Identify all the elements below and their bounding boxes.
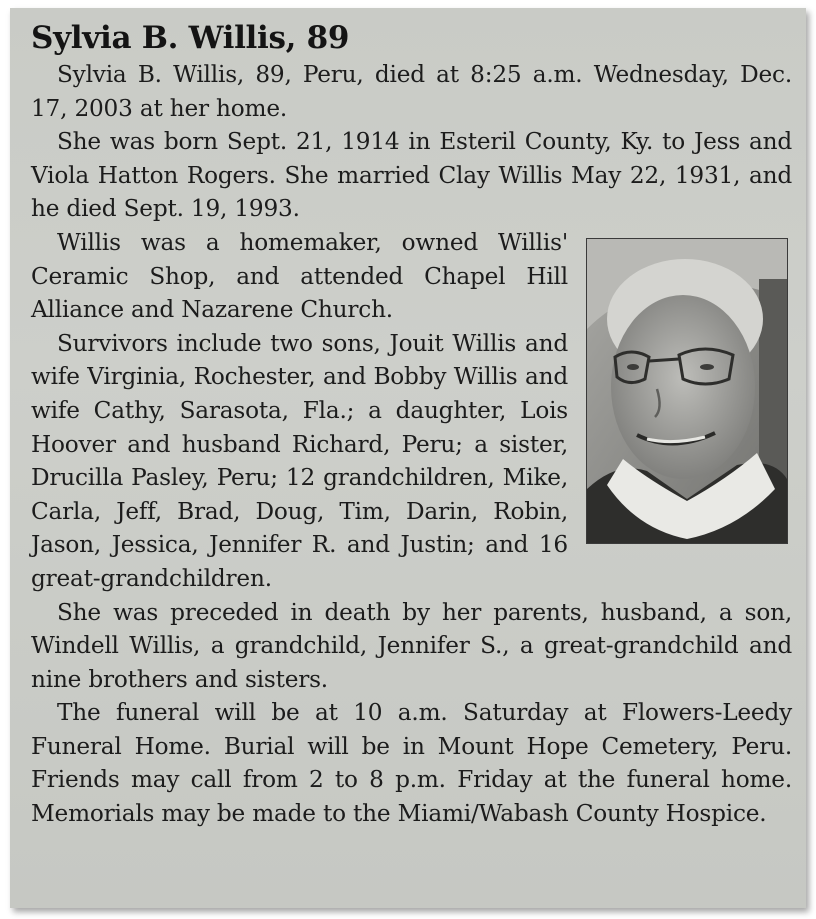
obituary-paragraph-birth: She was born Sept. 21, 1914 in Esteril County, Ky. to Jess and Viola Hatton Rogers. She married Clay Willis May 22, 1931, and he died Sept. 19, 1993. — [31, 128, 792, 223]
portrait-image — [587, 239, 787, 543]
obituary-paragraph-survivors: Survivors include two sons, Jouit Willis and wife Virginia, Rochester, and Bobby Willis and wife Cathy, Sarasota, Fla.; a daughter, Lois Hoover and husband Richard, Peru; a sister, Drucilla Pasley, Peru; 12 grandchildren, Mike, Carla, Jeff, Brad, Doug, Tim, Darin, Robin, Jason, Jessica, Jennifer R. and Justin; and 16 great-grandchildren. — [31, 329, 568, 592]
obituary-paragraph-occupation: Willis was a homemaker, owned Willis' Ceramic Shop, and attended Chapel Hill Alliance and Nazarene Church. — [31, 228, 568, 324]
obituary-paragraph-death: Sylvia B. Willis, 89, Peru, died at 8:25 a.m. Wednesday, Dec. 17, 2003 at her home. — [31, 61, 792, 122]
portrait-photo — [586, 238, 788, 544]
obituary-paragraph-preceded: She was preceded in death by her parents, husband, a son, Windell Willis, a grandchild, Jennifer S., a great-grandchild and nine brothers and sisters. — [31, 598, 792, 693]
obituary-paragraph-funeral: The funeral will be at 10 a.m. Saturday at Flowers-Leedy Funeral Home. Burial will be in Mount Hope Cemetery, Peru. Friends may call from 2 to 8 p.m. Friday at the funeral home. Memorials may be made to the Miami/Wabash County Hospice. — [31, 699, 792, 828]
obituary-headline: Sylvia B. Willis, 89 — [31, 20, 350, 56]
newspaper-clipping — [10, 8, 806, 908]
